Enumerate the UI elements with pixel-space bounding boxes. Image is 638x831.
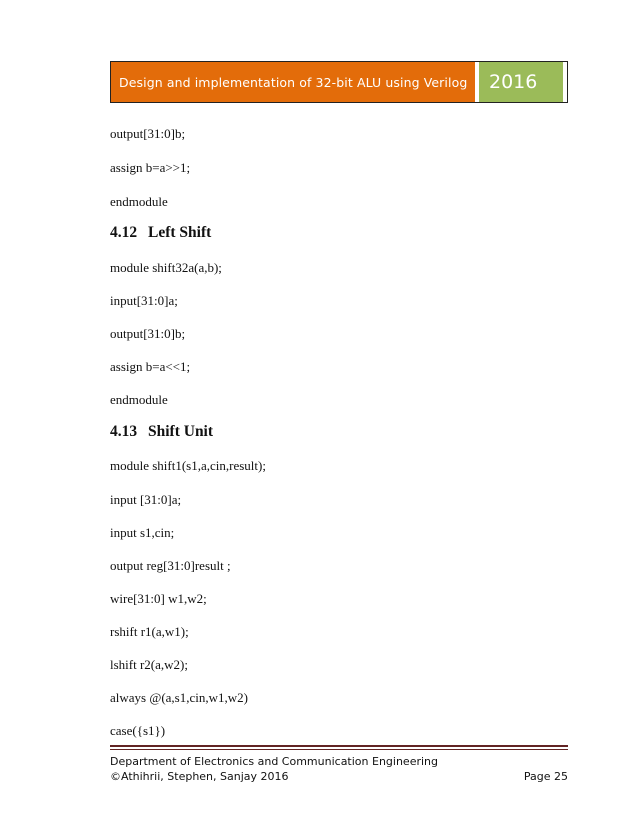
section-title: Shift Unit (148, 423, 214, 440)
page-header (110, 61, 568, 103)
header-title: Design and implementation of 32-bit ALU using Verilog (111, 62, 475, 102)
code-line: assign b=a>>1; (110, 160, 191, 175)
footer-divider (110, 745, 568, 747)
header-year: 2016 (479, 62, 563, 102)
code-line: input[31:0]a; (110, 293, 178, 308)
code-line: module shift32a(a,b); (110, 260, 222, 275)
code-line: module shift1(s1,a,cin,result); (110, 458, 266, 473)
section-heading-4-13 (110, 423, 213, 441)
code-line: output[31:0]b; (110, 126, 186, 141)
code-line: endmodule (110, 194, 168, 209)
section-title: Left Shift (148, 224, 212, 241)
page-number: Page 25 (523, 770, 568, 783)
footer-copyright: ©Athihrii, Stephen, Sanjay 2016 (110, 770, 289, 783)
section-number: 4.12 (110, 224, 138, 241)
section-number: 4.13 (110, 423, 138, 440)
code-line: wire[31:0] w1,w2; (110, 591, 207, 606)
code-line: endmodule (110, 392, 168, 407)
footer-department: Department of Electronics and Communication Engineering (110, 755, 438, 768)
section-heading-4-12 (110, 224, 211, 242)
code-line: case({s1}) (110, 723, 166, 738)
code-line: input [31:0]a; (110, 492, 182, 507)
code-line: always @(a,s1,cin,w1,w2) (110, 690, 248, 705)
footer-divider-thin (110, 749, 568, 750)
code-line: output reg[31:0]result ; (110, 558, 231, 573)
code-line: rshift r1(a,w1); (110, 624, 189, 639)
code-line: lshift r2(a,w2); (110, 657, 188, 672)
code-line: input s1,cin; (110, 525, 175, 540)
code-line: output[31:0]b; (110, 326, 186, 341)
code-line: assign b=a<<1; (110, 359, 191, 374)
